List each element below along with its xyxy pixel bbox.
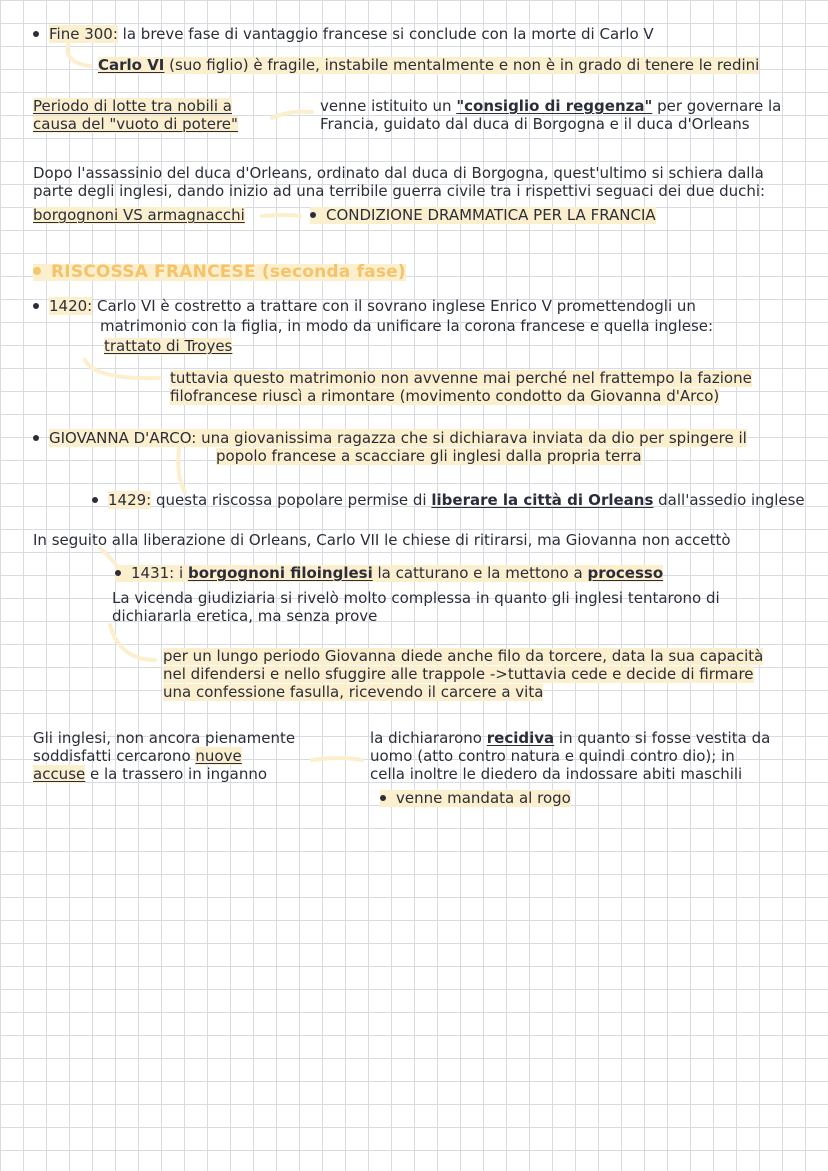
liberare-orleans: liberare la città di Orleans <box>431 491 654 509</box>
periodo-line-2: nel difendersi e nello sfuggire alle trappole ->tuttavia cede e decide di firmare <box>163 665 754 683</box>
inglesi-right-1b: in quanto si fosse vestita da <box>554 729 771 747</box>
section-heading <box>33 264 406 281</box>
arrow-4 <box>85 360 160 378</box>
assassinio-line-1: Dopo l'assassinio del duca d'Orleans, ordinato dal duca di Borgogna, quest'ultimo si schiera dalla <box>33 164 764 182</box>
giovanna-text-1: una giovanissima ragazza che si dichiarava inviata da dio per spingere il <box>196 429 747 447</box>
vicenda-line-2: dichiararla eretica, ma senza prove <box>112 607 378 625</box>
lotte-left-2: causa del "vuoto di potere" <box>33 115 238 133</box>
fine300-text: la breve fase di vantaggio francese si conclude con la morte di Carlo V <box>117 25 654 43</box>
t1420-text-1: Carlo VI è costretto a trattare con il sovrano inglese Enrico V promettendogli un <box>92 297 696 315</box>
bullet <box>92 497 98 503</box>
condizione-text: CONDIZIONE DRAMMATICA PER LA FRANCIA <box>326 206 656 224</box>
nuove: nuove <box>195 747 242 765</box>
trattato-troyes: trattato di Troyes <box>104 337 233 355</box>
bullet <box>310 212 316 218</box>
arrow-7 <box>110 625 155 660</box>
t1429-line <box>92 492 805 509</box>
inglesi-right-1a: la dichiararono <box>370 729 487 747</box>
lotte-right-1c: per governare la <box>652 97 782 115</box>
carlo6-name: Carlo VI <box>98 56 165 74</box>
t1429-date: 1429: <box>108 491 152 509</box>
t1429-text-2: dall'assedio inglese <box>653 491 805 509</box>
t1431-line <box>115 565 663 582</box>
recidiva: recidiva <box>486 729 555 747</box>
fine300-line <box>33 26 654 43</box>
bullet <box>33 435 39 441</box>
vicenda-line-1: La vicenda giudiziaria si rivelò molto complessa in quanto gli inglesi tentarono di <box>112 589 720 607</box>
bullet <box>33 303 39 309</box>
arrow-8 <box>312 758 362 760</box>
borgognoni-filoinglesi: borgognoni filoinglesi <box>187 564 373 582</box>
carlo6-text: (suo figlio) è fragile, instabile mentalmente e non è in grado di tenere le redini <box>164 56 760 74</box>
inglesi-left-2a: soddisfatti cercarono <box>33 747 196 765</box>
processo: processo <box>587 564 664 582</box>
lotte-left-1: Periodo di lotte tra nobili a <box>33 97 232 115</box>
inglesi-left-3 <box>33 766 267 783</box>
inglesi-left-1: Gli inglesi, non ancora pienamente <box>33 729 296 747</box>
t1431-date: 1431: <box>131 564 175 582</box>
fine300-date: Fine 300: <box>49 25 118 43</box>
bullet <box>33 31 39 37</box>
arrow-1 <box>68 40 91 66</box>
rogo-line <box>380 790 571 807</box>
tuttavia-line-2: filofrancese riuscì a rimontare (movimento condotto da Giovanna d'Arco) <box>170 387 720 405</box>
lotte-right-2: Francia, guidato dal duca di Borgogna e il duca d'Orleans <box>320 115 750 133</box>
t1420-line-2: matrimonio con la figlia, in modo da unificare la corona francese e quella inglese: <box>100 317 714 335</box>
arrow-2 <box>272 112 312 118</box>
t1431-text-1: i <box>174 564 188 582</box>
tuttavia-line-1: tuttavia questo matrimonio non avvenne mai perché nel frattempo la fazione <box>170 369 752 387</box>
inglesi-right-2: uomo (atto contro natura e quindi contro dio); in <box>370 747 735 765</box>
carlo6-line <box>98 57 759 74</box>
t1431-text-2: la catturano e la mettono a <box>372 564 588 582</box>
arrow-5 <box>178 440 185 492</box>
consiglio-reggenza: "consiglio di reggenza" <box>456 97 653 115</box>
inglesi-left-3b: e la trassero in inganno <box>85 765 268 783</box>
condizione-line <box>310 207 656 224</box>
assassinio-line-2: parte degli inglesi, dando inizio ad una terribile guerra civile tra i rispettivi seguaci dei due duchi: <box>33 182 766 200</box>
periodo-line-3: una confessione fasulla, ricevendo il carcere a vita <box>163 683 544 701</box>
giovanna-line-2: popolo francese a scacciare gli inglesi dalla propria terra <box>216 447 642 465</box>
arrow-3 <box>262 215 300 216</box>
inglesi-right-1 <box>370 730 770 747</box>
lotte-right-1 <box>320 98 781 115</box>
periodo-line-1: per un lungo periodo Giovanna diede anche filo da torcere, data la sua capacità <box>163 647 764 665</box>
giovanna-label: GIOVANNA D'ARCO: <box>49 429 197 447</box>
factions: borgognoni VS armagnacchi <box>33 206 245 224</box>
bullet <box>380 795 386 801</box>
accuse: accuse <box>33 765 86 783</box>
giovanna-line-1 <box>33 430 747 447</box>
inglesi-left-2 <box>33 748 242 765</box>
rogo-text: venne mandata al rogo <box>396 789 571 807</box>
lotte-right-1a: venne istituito un <box>320 97 457 115</box>
t1420-date: 1420: <box>49 297 93 315</box>
bullet <box>33 267 41 275</box>
t1420-line-1 <box>33 298 696 315</box>
seguito-line: In seguito alla liberazione di Orleans, Carlo VII le chiese di ritirarsi, ma Giovanna non accettò <box>33 531 731 549</box>
inglesi-right-3: cella inoltre le diedero da indossare abiti maschili <box>370 765 743 783</box>
heading-text: RISCOSSA FRANCESE (seconda fase) <box>51 262 406 282</box>
t1429-text-1: questa riscossa popolare permise di <box>151 491 432 509</box>
bullet <box>115 570 121 576</box>
